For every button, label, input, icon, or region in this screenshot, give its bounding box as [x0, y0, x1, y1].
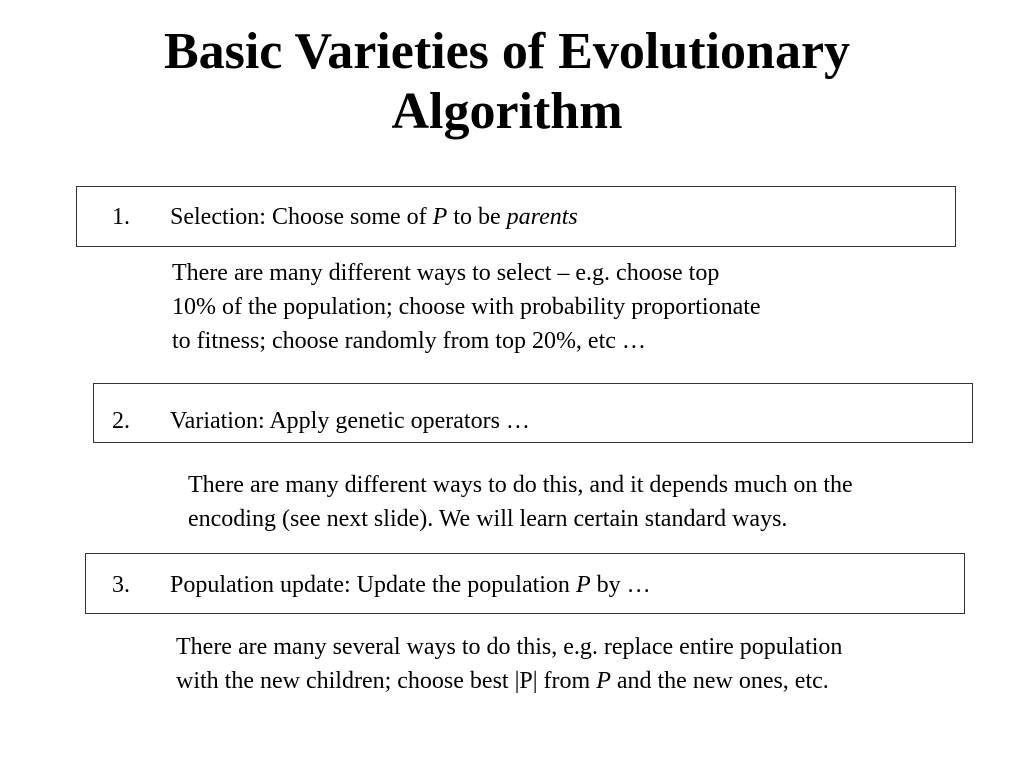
- step-2-desc-line-2: encoding (see next slide). We will learn certain standard ways.: [188, 506, 788, 532]
- step-1-desc-line-3: to fitness; choose randomly from top 20%, etc …: [172, 328, 646, 354]
- step-3-desc-line-2-b: and the new ones, etc.: [610, 668, 829, 694]
- step-3-desc-line-2: [176, 664, 842, 698]
- step-2-description: [188, 468, 853, 536]
- step-1-mid: to be: [447, 204, 507, 230]
- step-3-desc-line-1: There are many several ways to do this, e.g. replace entire population: [176, 634, 843, 660]
- step-1-emph: parents: [506, 204, 578, 230]
- step-1-desc-line-1: There are many different ways to select – e.g. choose top: [172, 260, 720, 286]
- step-3-var: P: [575, 572, 591, 598]
- step-3-text: [170, 571, 651, 599]
- step-3-number: 3.: [112, 572, 130, 598]
- step-3-tail: by …: [590, 572, 651, 598]
- step-1-var: P: [432, 204, 448, 230]
- step-3-label: Population update: Update the population: [170, 572, 576, 598]
- slide-title: [0, 22, 1014, 142]
- step-3-desc-line-2-var: P: [596, 668, 611, 694]
- step-1-label: Selection: Choose some of: [170, 204, 433, 230]
- title-line-1: Basic Varieties of Evolutionary: [163, 23, 851, 80]
- step-3-description: [176, 630, 842, 698]
- step-2-number: 2.: [112, 408, 130, 434]
- step-2-desc-line-1: There are many different ways to do this, and it depends much on the: [188, 472, 853, 498]
- step-1-text: [170, 203, 578, 231]
- step-1-description: [172, 256, 761, 358]
- step-2-label: Variation: Apply genetic operators …: [170, 408, 530, 434]
- title-line-2: Algorithm: [391, 83, 623, 140]
- step-1-number: 1.: [112, 204, 130, 230]
- step-1-desc-line-2: 10% of the population; choose with probability proportionate: [172, 294, 761, 320]
- step-3-desc-line-2-a: with the new children; choose best |P| from: [176, 668, 597, 694]
